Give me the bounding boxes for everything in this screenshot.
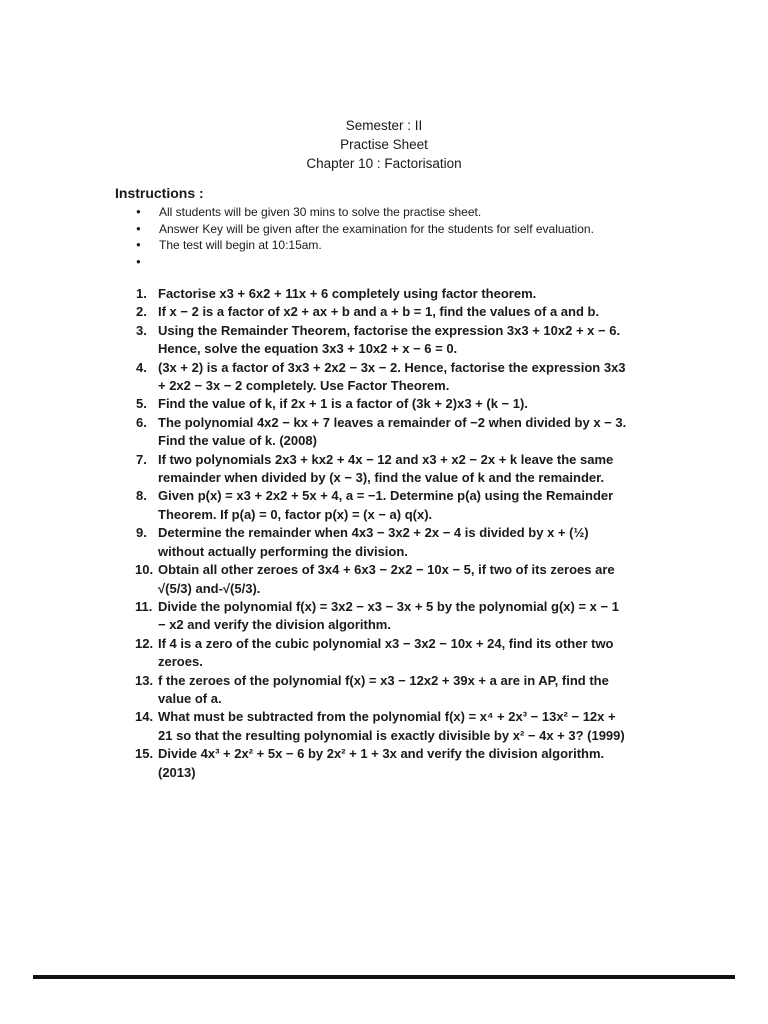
- question-text: without actually performing the division.: [158, 543, 408, 559]
- question-number: 10.: [135, 562, 154, 578]
- question-number: 6.: [136, 414, 147, 430]
- question-number: 11.: [135, 598, 153, 614]
- question-text: (3x + 2) is a factor of 3x3 + 2x2 − 3x − 2. Hence, factorise the expression 3x3: [158, 359, 626, 375]
- question-item: [0, 561, 658, 598]
- question-text: Find the value of k, if 2x + 1 is a factor of (3k + 2)x3 + (k − 1).: [158, 396, 528, 412]
- question-number: 13.: [135, 672, 154, 688]
- question-item: [0, 635, 658, 672]
- sheet-title: Practise Sheet: [340, 137, 428, 152]
- question-number: 14.: [135, 709, 154, 725]
- question-text: f the zeroes of the polynomial f(x) = x3 − 12x2 + 39x + a are in AP, find the: [158, 672, 609, 688]
- question-text: Using the Remainder Theorem, factorise the expression 3x3 + 10x2 + x − 6.: [158, 322, 621, 338]
- instructions-heading: Instructions :: [115, 185, 204, 201]
- question-text: Determine the remainder when 4x3 − 3x2 + 2x − 4 is divided by x + (½): [158, 525, 589, 541]
- question-number: 1.: [136, 286, 147, 301]
- document-header: [0, 116, 768, 173]
- instruction-item: [136, 254, 594, 271]
- question-number: 5.: [136, 396, 147, 412]
- question-text: Divide 4x³ + 2x² + 5x − 6 by 2x² + 1 + 3x and verify the division algorithm.: [158, 746, 605, 762]
- question-text: Obtain all other zeroes of 3x4 + 6x3 − 2x2 − 10x − 5, if two of its zeroes are: [158, 562, 615, 578]
- question-number: 15.: [135, 746, 154, 762]
- question-text: 21 so that the resulting polynomial is exactly divisible by x² − 4x + 3? (1999): [158, 727, 625, 743]
- question-text: (2013): [158, 764, 196, 780]
- question-item: [0, 487, 658, 524]
- question-text: What must be subtracted from the polynomial f(x) = x⁴ + 2x³ − 13x² − 12x +: [158, 709, 616, 725]
- instruction-item: ● All students will be given 30 mins to solve the practise sheet.: [136, 204, 594, 221]
- question-text: Given p(x) = x3 + 2x2 + 5x + 4, a = −1. Determine p(a) using the Remainder: [158, 488, 614, 504]
- question-item: [0, 285, 658, 303]
- question-item: [0, 524, 658, 561]
- question-text: Divide the polynomial f(x) = 3x2 − x3 − 3x + 5 by the polynomial g(x) = x − 1: [158, 598, 619, 614]
- question-item: [0, 672, 658, 709]
- question-text: Hence, solve the equation 3x3 + 10x2 + x − 6 = 0.: [158, 341, 458, 357]
- question-text: Factorise x3 + 6x2 + 11x + 6 completely using factor theorem.: [158, 286, 537, 301]
- question-number: 7.: [136, 451, 147, 467]
- question-number: 2.: [136, 304, 147, 320]
- question-text: Find the value of k. (2008): [158, 433, 317, 449]
- question-text: zeroes.: [158, 654, 203, 670]
- question-item: [0, 322, 658, 359]
- question-item: [0, 359, 658, 396]
- question-number: 8.: [136, 488, 147, 504]
- question-text: − x2 and verify the division algorithm.: [158, 617, 391, 633]
- instructions-list: [136, 204, 594, 270]
- question-text: Theorem. If p(a) = 0, factor p(x) = (x − a) q(x).: [158, 506, 433, 522]
- question-number: 9.: [136, 525, 147, 541]
- question-text: remainder when divided by (x − 3), find the value of k and the remainder.: [158, 470, 605, 486]
- question-text: The polynomial 4x2 − kx + 7 leaves a remainder of −2 when divided by x − 3.: [158, 414, 627, 430]
- instruction-item: ● Answer Key will be given after the examination for the students for self evaluation.: [136, 221, 594, 238]
- question-text: value of a.: [158, 690, 222, 706]
- question-item: [0, 451, 658, 488]
- question-text: + 2x2 − 3x − 2 completely. Use Factor Theorem.: [158, 378, 450, 394]
- question-item: [0, 395, 658, 413]
- question-text: If 4 is a zero of the cubic polynomial x3 − 3x2 − 10x + 24, find its other two: [158, 635, 614, 651]
- question-number: 4.: [136, 359, 147, 375]
- question-number: 3.: [136, 322, 147, 338]
- question-text: If x − 2 is a factor of x2 + ax + b and a + b = 1, find the values of a and b.: [158, 304, 600, 320]
- question-item: [0, 303, 658, 321]
- question-item: [0, 414, 658, 451]
- chapter-title: Chapter 10 : Factorisation: [306, 156, 462, 171]
- semester-label: Semester : II: [345, 118, 423, 133]
- question-item: [0, 598, 658, 635]
- question-list: [0, 285, 768, 782]
- instruction-item: ● The test will begin at 10:15am.: [136, 237, 594, 254]
- question-text: If two polynomials 2x3 + kx2 + 4x − 12 and x3 + x2 − 2x + k leave the same: [158, 451, 614, 467]
- footer-divider: [33, 975, 735, 979]
- question-text: √(5/3) and-√(5/3).: [158, 580, 261, 596]
- question-item: [0, 745, 658, 782]
- question-number: 12.: [135, 635, 154, 651]
- question-item: [0, 708, 658, 745]
